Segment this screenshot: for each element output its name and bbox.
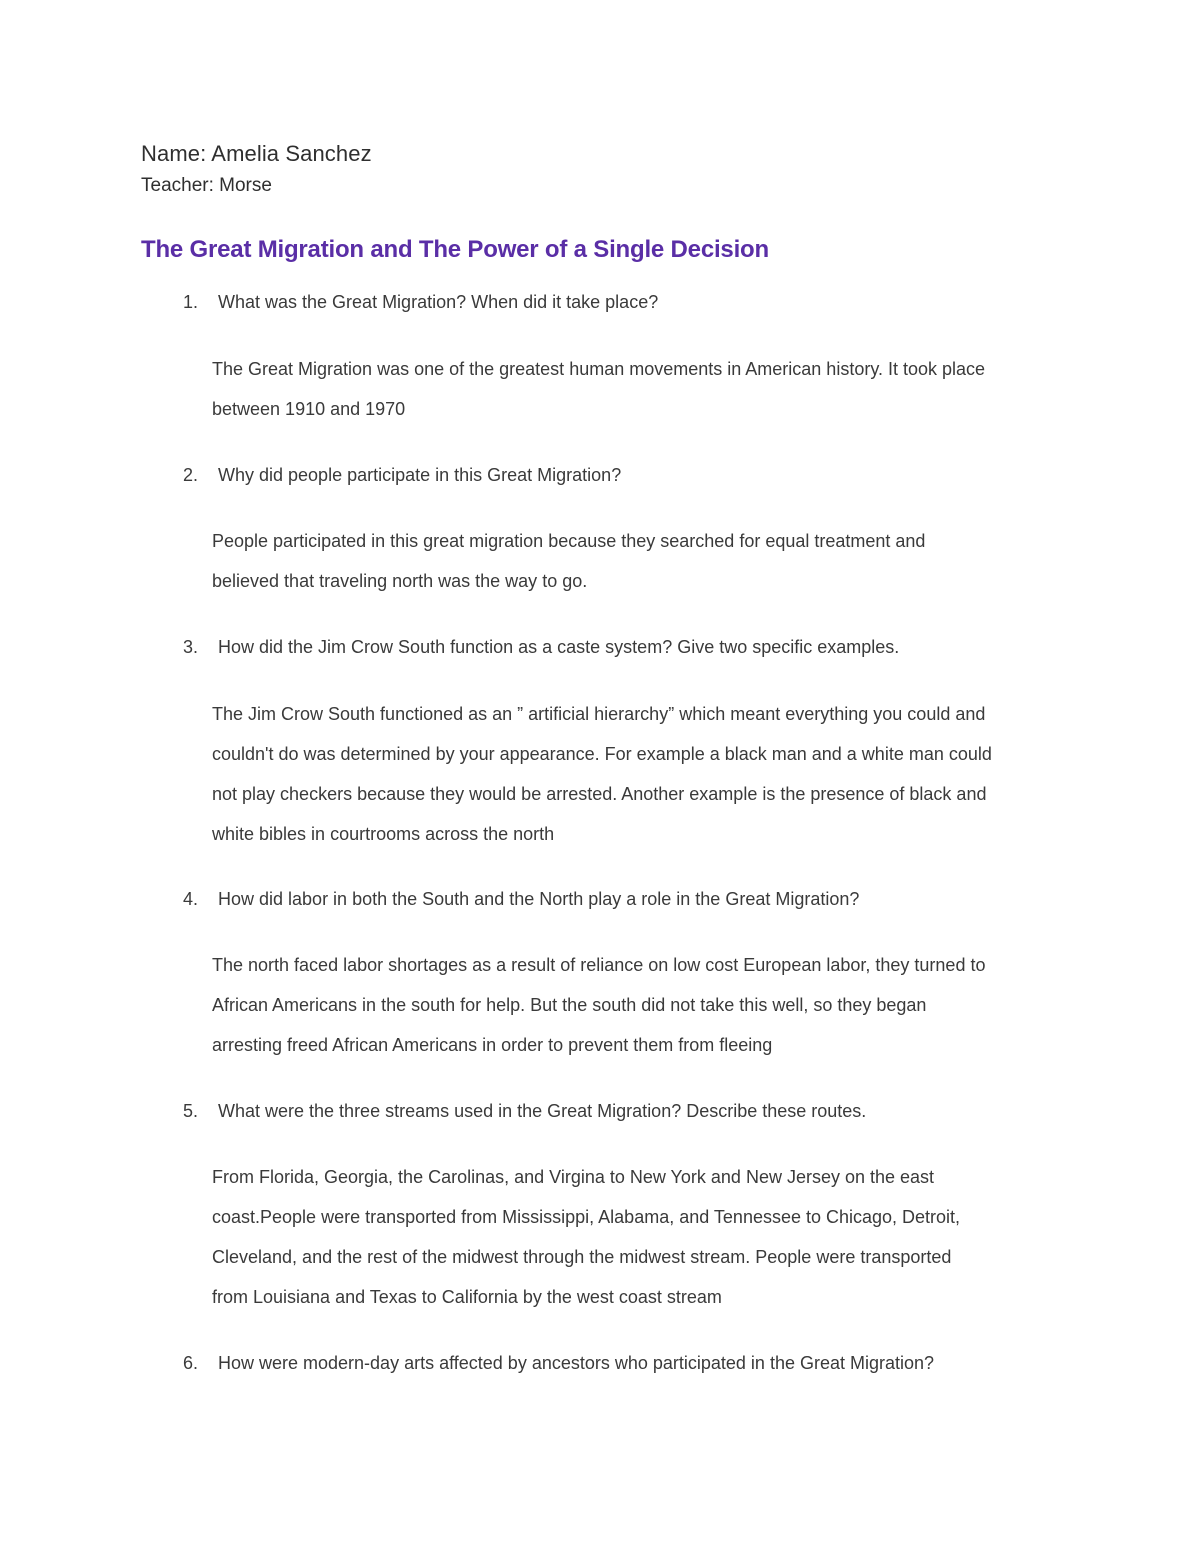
question-text: How were modern-day arts affected by ancestors who participated in the Great Migration? <box>218 1353 935 1373</box>
answer-2 <box>212 521 1072 601</box>
answer-line: The Jim Crow South functioned as an ” artificial hierarchy” which meant everything you could and <box>212 704 986 724</box>
question-number: 5. <box>183 1101 199 1121</box>
question-4 <box>183 889 859 910</box>
question-number: 2. <box>183 465 199 485</box>
answer-line: From Florida, Georgia, the Carolinas, and Virgina to New York and New Jersey on the east <box>212 1167 935 1187</box>
question-number: 6. <box>183 1353 199 1373</box>
question-number: 3. <box>183 637 199 657</box>
answer-4 <box>212 945 1072 1065</box>
answer-line: couldn't do was determined by your appearance. For example a black man and a white man could <box>212 744 992 764</box>
answer-line: white bibles in courtrooms across the north <box>212 824 555 844</box>
answer-line: The north faced labor shortages as a result of reliance on low cost European labor, they turned to <box>212 955 986 975</box>
question-5 <box>183 1101 866 1122</box>
answer-line: African Americans in the south for help. But the south did not take this well, so they began <box>212 995 927 1015</box>
question-text: Why did people participate in this Great Migration? <box>218 465 622 485</box>
answer-line: arresting freed African Americans in order to prevent them from fleeing <box>212 1035 773 1055</box>
answer-line: Cleveland, and the rest of the midwest through the midwest stream. People were transported <box>212 1247 952 1267</box>
answer-line: between 1910 and 1970 <box>212 399 406 419</box>
answer-line: not play checkers because they would be arrested. Another example is the presence of black and <box>212 784 987 804</box>
question-1 <box>183 292 658 313</box>
answer-line: The Great Migration was one of the greatest human movements in American history. It took place <box>212 359 986 379</box>
question-text: What was the Great Migration? When did it take place? <box>218 292 659 312</box>
question-2 <box>183 465 621 486</box>
question-text: How did the Jim Crow South function as a caste system? Give two specific examples. <box>218 637 900 657</box>
question-number: 1. <box>183 292 199 312</box>
question-text: What were the three streams used in the Great Migration? Describe these routes. <box>218 1101 867 1121</box>
document-title: The Great Migration and The Power of a Single Decision <box>141 236 769 263</box>
question-6 <box>183 1353 934 1374</box>
answer-line: from Louisiana and Texas to California by the west coast stream <box>212 1287 722 1307</box>
answer-5 <box>212 1157 1072 1317</box>
answer-line: People participated in this great migration because they searched for equal treatment and <box>212 531 926 551</box>
question-number: 4. <box>183 889 199 909</box>
teacher-name: Teacher: Morse <box>141 175 272 196</box>
question-3 <box>183 637 899 658</box>
student-name: Name: Amelia Sanchez <box>141 141 372 166</box>
answer-3 <box>212 694 1072 854</box>
answer-1 <box>212 349 1072 429</box>
question-text: How did labor in both the South and the North play a role in the Great Migration? <box>218 889 860 909</box>
answer-line: believed that traveling north was the way to go. <box>212 571 588 591</box>
answer-line: coast.People were transported from Mississippi, Alabama, and Tennessee to Chicago, Detroit, <box>212 1207 961 1227</box>
